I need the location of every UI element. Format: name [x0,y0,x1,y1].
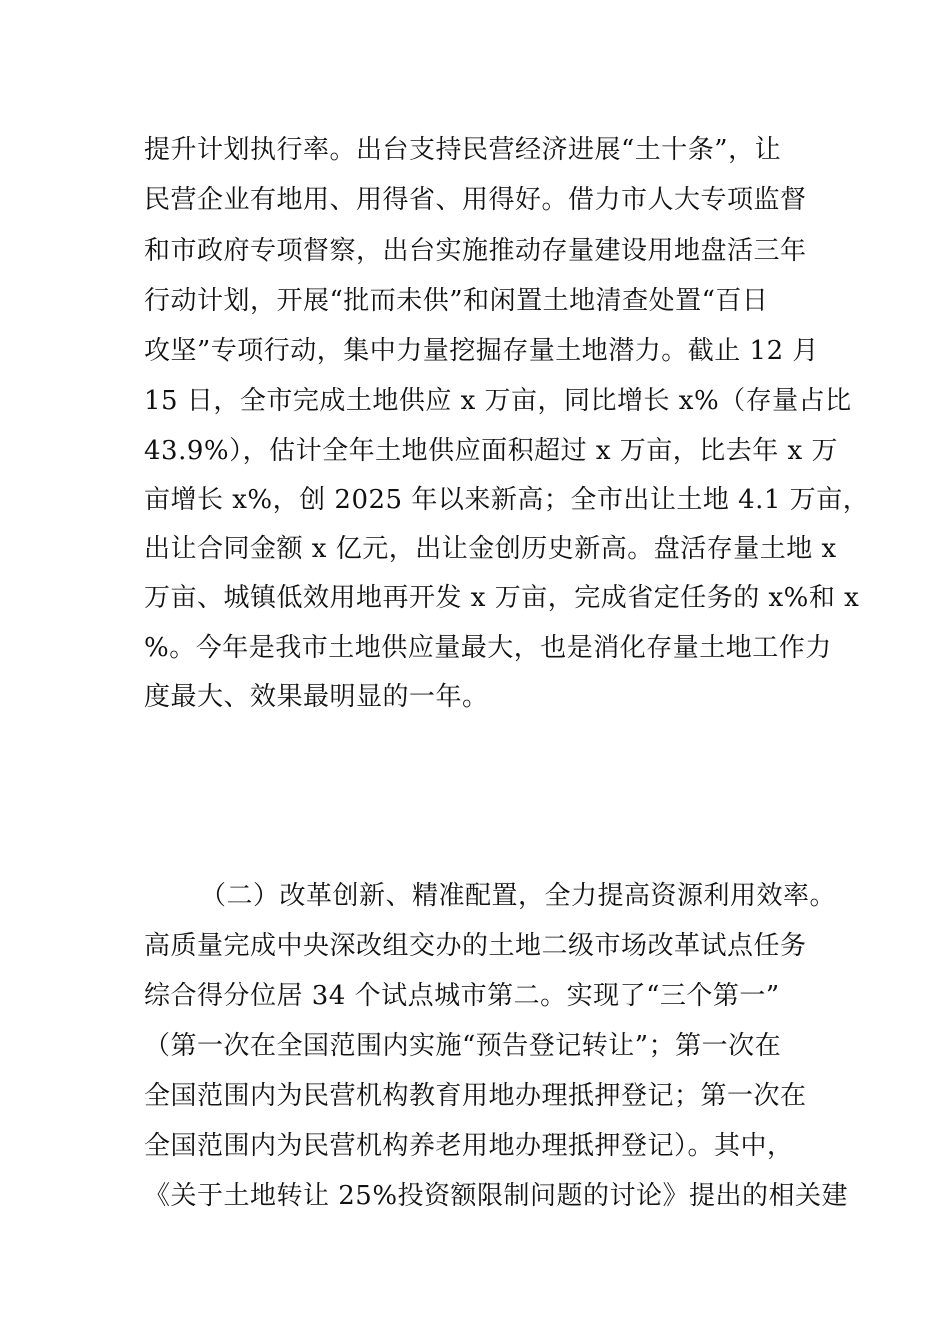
text-line: 15 日，全市完成土地供应 x 万亩，同比增长 x%（存量占比 [144,386,852,416]
text-line: 万亩、城镇低效用地再开发 x 万亩，完成省定任务的 x%和 x [144,583,860,613]
text-line: 和市政府专项督察，出台实施推动存量建设用地盘活三年 [144,236,807,266]
text-line: 提升计划执行率。出台支持民营经济进展“土十条”，让 [144,135,782,165]
text-line: 高质量完成中央深改组交办的土地二级市场改革试点任务 [144,931,807,961]
text-line: 民营企业有地用、用得省、用得好。借力市人大专项监督 [144,185,807,215]
section-heading-line: （二）改革创新、精准配置，全力提高资源利用效率。 [200,881,837,911]
text-line: 《关于土地转让 25%投资额限制问题的讨论》提出的相关建 [144,1181,849,1211]
text-line: 综合得分位居 34 个试点城市第二。实现了“三个第一” [144,981,780,1011]
text-line: 全国范围内为民营机构教育用地办理抵押登记；第一次在 [144,1081,807,1111]
text-line: 攻坚”专项行动，集中力量挖掘存量土地潜力。截止 12 月 [144,336,819,366]
text-line: 出让合同金额 x 亿元，出让金创历史新高。盘活存量土地 x [144,534,837,564]
text-line: 全国范围内为民营机构养老用地办理抵押登记）。其中， [144,1131,794,1161]
text-line: （第一次在全国范围内实施“预告登记转让”；第一次在 [144,1031,782,1061]
text-line: %。今年是我市土地供应量最大，也是消化存量土地工作力 [144,633,832,663]
text-line: 亩增长 x%，创 2025 年以来新高；全市出让土地 4.1 万亩， [144,485,870,515]
text-line: 43.9%），估计全年土地供应面积超过 x 万亩，比去年 x 万 [144,436,838,466]
text-line: 行动计划，开展“批而未供”和闲置土地清查处置“百日 [144,286,769,316]
text-line: 度最大、效果最明显的一年。 [144,682,489,712]
